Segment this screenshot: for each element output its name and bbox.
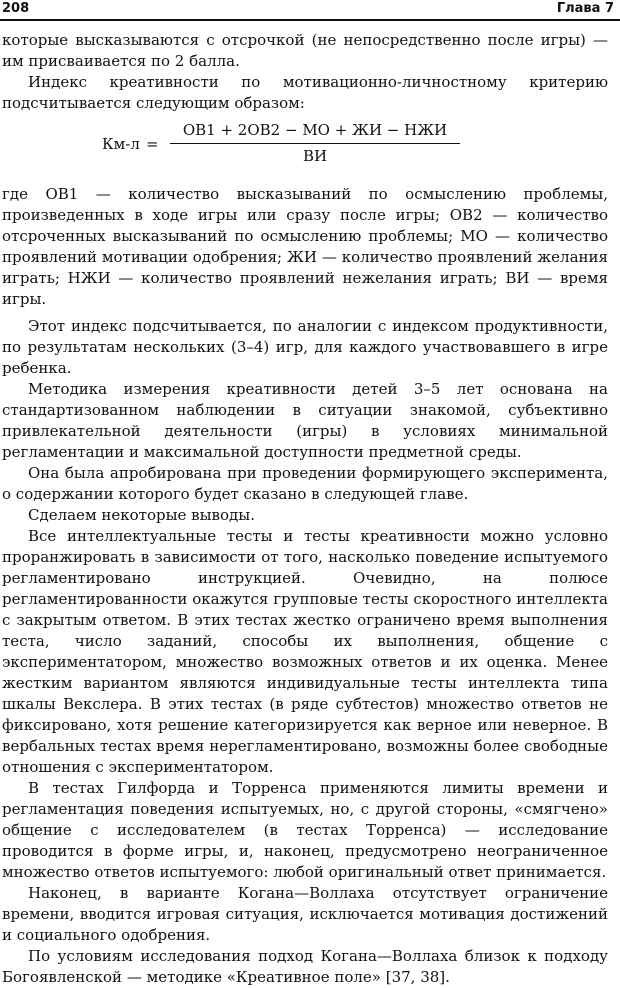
page-header <box>0 0 620 18</box>
formula-denominator: ВИ <box>302 147 328 165</box>
formula-equals: = <box>146 135 159 153</box>
paragraph-5: Методика измерения креативности детей 3–5 лет основана на стандартизованном наблюдении в ситуации знакомой, субъективно привлекательной деятельности (игры) в условиях минимальной регламентации и максимальной доступности предметной среды. <box>2 380 608 461</box>
page-number: 208 <box>2 1 30 16</box>
paragraph-definitions: где ОВ1 — количество высказываний по осмыслению проблемы, произведенных в ходе игры или сразу после игры; ОВ2 — количество отсроченных высказываний по осмыслению проблемы; МО — количество проявлений мотивации одобрения; ЖИ — количество проявлений желания играть; НЖИ — количество проявлений нежелания играть; ВИ — время игры. <box>2 185 608 308</box>
paragraph-6: Она была апробирована при проведении формирующего эксперимента, о содержании которого будет сказано в следующей главе. <box>2 464 608 503</box>
page-body <box>2 30 608 988</box>
paragraph-2: Индекс креативности по мотивационно-личностному критерию подсчитывается следующим образом: <box>2 73 608 112</box>
paragraph-7: Сделаем некоторые выводы. <box>28 506 255 524</box>
paragraph-4: Этот индекс подсчитывается, по аналогии с индексом продуктивности, по результатам нескольких (3–4) игр, для каждого участвовавшего в игре ребенка. <box>2 317 608 377</box>
formula-label: Км-л <box>102 135 140 153</box>
header-rule <box>0 19 620 21</box>
formula-numerator: ОВ1 + 2ОВ2 − МО + ЖИ − НЖИ <box>182 121 448 139</box>
chapter-title: Глава 7 <box>556 1 614 16</box>
paragraph-9: В тестах Гилфорда и Торренса применяются лимиты времени и регламентация поведения испытуемых, но, с другой стороны, «смягчено» общение с исследователем (в тестах Торренса) — исследование проводится в форме игры, и, наконец, предусмотрено неограниченное множество ответов испытуемого: любой оригинальный ответ принимается. <box>2 779 608 881</box>
paragraph-8: Все интеллектуальные тесты и тесты креативности можно условно проранжировать в зависимости от того, насколько поведение испытуемого регламентировано инструкцией. Очевидно, на полюсе регламентированности окажутся групповые тесты скоростного интеллекта с закрытым ответом. В этих тестах жестко ограничено время выполнения теста, число заданий, способы их выполнения, общение с экспериментатором, множество возможных ответов и их оценка. Менее жестким вариантом являются индивидуальные тесты интеллекта типа шкалы Векслера. В этих тестах (в ряде субтестов) множество ответов не фиксировано, хотя решение категоризируется как верное или неверное. В вербальных тестах время нерегламентировано, возможны более свободные отношения с экспериментатором. <box>2 527 608 776</box>
paragraph-10: Наконец, в варианте Когана—Воллаха отсутствует ограничение времени, вводится игровая ситуация, исключается мотивация достижений и социального одобрения. <box>2 884 608 944</box>
fraction-bar <box>170 143 460 144</box>
paragraph-1: которые высказываются с отсрочкой (не непосредственно после игры) — им присваивается по 2 балла. <box>2 31 608 70</box>
paragraph-11: По условиям исследования подход Когана—Воллаха близок к подходу Богоявленской — методике «Креативное поле» [37, 38]. <box>2 947 608 986</box>
formula <box>2 120 608 182</box>
